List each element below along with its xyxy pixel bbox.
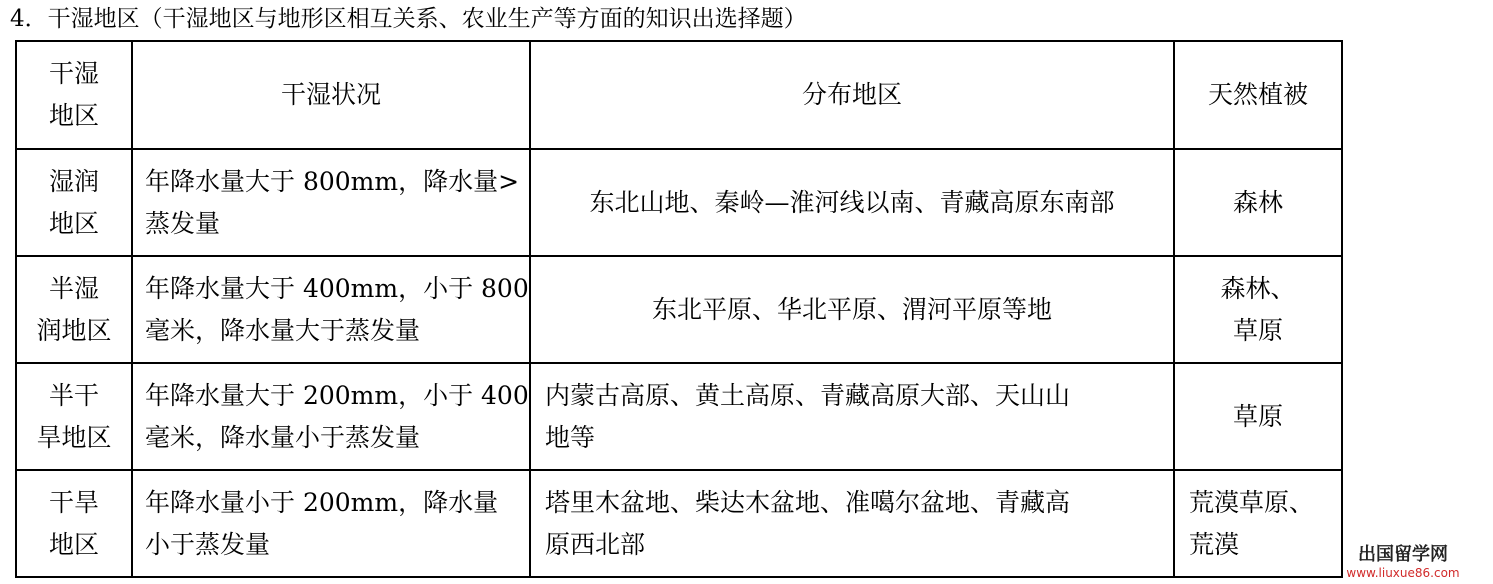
header-vegetation [1174, 41, 1342, 149]
row-distribution-line-2: 地等 [545, 422, 596, 452]
section-heading: 4．干湿地区（干湿地区与地形区相互关系、农业生产等方面的知识出选择题） [10, 6, 807, 32]
row-distribution-line-1: 塔里木盆地、柴达木盆地、准噶尔盆地、青藏高 [545, 487, 1071, 517]
watermark-title: 出国留学网 [1358, 544, 1448, 565]
row-vegetation-line-1: 草原 [1232, 401, 1283, 431]
row-vegetation-line-1: 荒漠草原、 [1189, 487, 1315, 517]
row-condition-line-1: 年降水量小于 200mm，降水量 [145, 487, 499, 517]
row-region-line-2: 润地区 [36, 315, 112, 345]
row-condition-line-2: 毫米，降水量大于蒸发量 [145, 315, 421, 345]
row-vegetation [1174, 363, 1342, 470]
row-condition-line-1: 年降水量大于 400mm，小于 800 [145, 273, 529, 303]
table-header-row [16, 41, 1342, 149]
row-region [16, 149, 132, 256]
table-row [16, 149, 1342, 256]
row-condition-line-1: 年降水量大于 200mm，小于 400 [145, 380, 529, 410]
header-condition [132, 41, 530, 149]
row-vegetation [1174, 256, 1342, 363]
row-distribution [530, 256, 1174, 363]
row-region-line-1: 干旱 [48, 487, 99, 517]
header-region-line-2: 地区 [48, 101, 99, 130]
watermark-url: www.liuxue86.com [1346, 566, 1460, 580]
row-region [16, 256, 132, 363]
row-region-line-1: 湿润 [48, 166, 99, 196]
header-distribution-text: 分布地区 [801, 80, 902, 109]
row-distribution-line-1: 内蒙古高原、黄土高原、青藏高原大部、天山山 [545, 380, 1071, 410]
row-condition-line-2: 蒸发量 [145, 208, 221, 238]
row-condition [132, 256, 530, 363]
row-vegetation-line-2: 草原 [1232, 315, 1283, 345]
row-region [16, 363, 132, 470]
row-region-line-1: 半湿 [48, 273, 99, 303]
header-region [16, 41, 132, 149]
row-distribution-line-2: 原西北部 [545, 529, 646, 559]
table-row [16, 470, 1342, 577]
row-region [16, 470, 132, 577]
site-watermark [1333, 544, 1473, 580]
row-vegetation-line-1: 森林、 [1220, 273, 1296, 303]
header-region-line-1: 干湿 [48, 59, 99, 88]
row-vegetation [1174, 149, 1342, 256]
row-condition [132, 470, 530, 577]
row-condition-line-1: 年降水量大于 800mm，降水量> [145, 166, 520, 196]
row-region-line-2: 旱地区 [36, 422, 112, 452]
row-vegetation-line-2: 荒漠 [1189, 529, 1240, 559]
row-condition [132, 149, 530, 256]
row-distribution [530, 149, 1174, 256]
row-vegetation [1174, 470, 1342, 577]
wet-dry-regions-table [15, 40, 1343, 578]
row-vegetation-line-1: 森林 [1232, 187, 1283, 217]
row-distribution [530, 363, 1174, 470]
table-row [16, 363, 1342, 470]
header-vegetation-text: 天然植被 [1207, 80, 1308, 109]
row-region-line-1: 半干 [48, 380, 99, 410]
row-region-line-2: 地区 [48, 529, 99, 559]
row-distribution-line-1: 东北平原、华北平原、渭河平原等地 [651, 294, 1052, 324]
row-distribution-line-1: 东北山地、秦岭—淮河线以南、青藏高原东南部 [589, 187, 1115, 217]
table-row [16, 256, 1342, 363]
row-condition [132, 363, 530, 470]
header-condition-text: 干湿状况 [280, 80, 381, 109]
row-condition-line-2: 小于蒸发量 [145, 529, 271, 559]
row-condition-line-2: 毫米，降水量小于蒸发量 [145, 422, 421, 452]
header-distribution [530, 41, 1174, 149]
row-region-line-2: 地区 [48, 208, 99, 238]
row-distribution [530, 470, 1174, 577]
